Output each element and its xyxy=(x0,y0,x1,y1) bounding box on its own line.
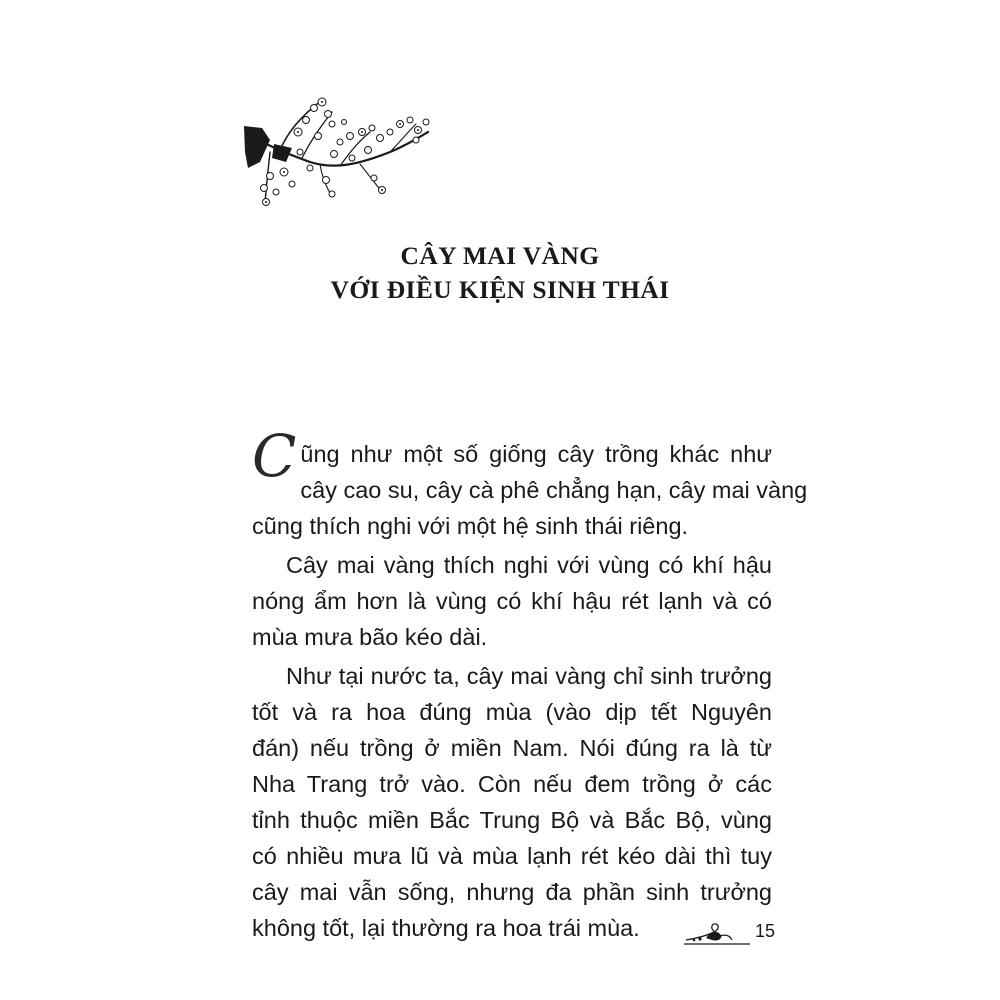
paragraph-1-line-3: cũng thích nghi với một hệ sinh thái riêng. xyxy=(252,513,689,539)
page-footer xyxy=(680,918,790,948)
body-text xyxy=(252,422,808,946)
chapter-title-line-1: CÂY MAI VÀNG xyxy=(400,241,600,270)
paragraph-2-line-1: Cây mai vàng thích nghi với vùng có khí hậu xyxy=(286,552,772,578)
paragraph-2-line-3: mùa mưa bão kéo dài. xyxy=(252,624,488,650)
paragraph-2-line-2: nóng ẩm hơn là vùng có khí hậu rét lạnh và có xyxy=(252,588,772,614)
page-number: 15 xyxy=(755,921,776,941)
flower-sprig-icon xyxy=(680,918,752,948)
drop-cap: C xyxy=(252,422,297,490)
paragraph-2 xyxy=(252,547,772,655)
paragraph-3-line-3: đán) nếu trồng ở miền Nam. Nói đúng ra là từ xyxy=(252,735,772,761)
paragraph-1 xyxy=(252,422,808,544)
paragraph-3-line-4: Nha Trang trở vào. Còn nếu đem trồng ở các xyxy=(252,771,772,797)
paragraph-3-line-8: không tốt, lại thường ra hoa trái mùa. xyxy=(252,915,640,941)
chapter-title-line-2: VỚI ĐIỀU KIỆN SINH THÁI xyxy=(330,275,670,304)
paragraph-3-line-2: tốt và ra hoa đúng mùa (vào dịp tết Nguyên xyxy=(252,699,772,725)
paragraph-3-line-6: có nhiều mưa lũ và mùa lạnh rét kéo dài thì tuy xyxy=(252,843,772,869)
paragraph-1-line-2: cây cao su, cây cà phê chẳng hạn, cây mai vàng xyxy=(300,477,808,503)
paragraph-3-line-5: tỉnh thuộc miền Bắc Trung Bộ và Bắc Bộ, vùng xyxy=(252,807,772,833)
paragraph-3 xyxy=(252,658,772,946)
paragraph-3-line-7: cây mai vẫn sống, nhưng đa phần sinh trưởng xyxy=(252,879,772,905)
apricot-blossom-branch-icon xyxy=(240,92,435,214)
paragraph-3-line-1: Như tại nước ta, cây mai vàng chỉ sinh trưởng xyxy=(286,663,772,689)
paragraph-1-line-1: ũng như một số giống cây trồng khác như xyxy=(300,441,772,467)
